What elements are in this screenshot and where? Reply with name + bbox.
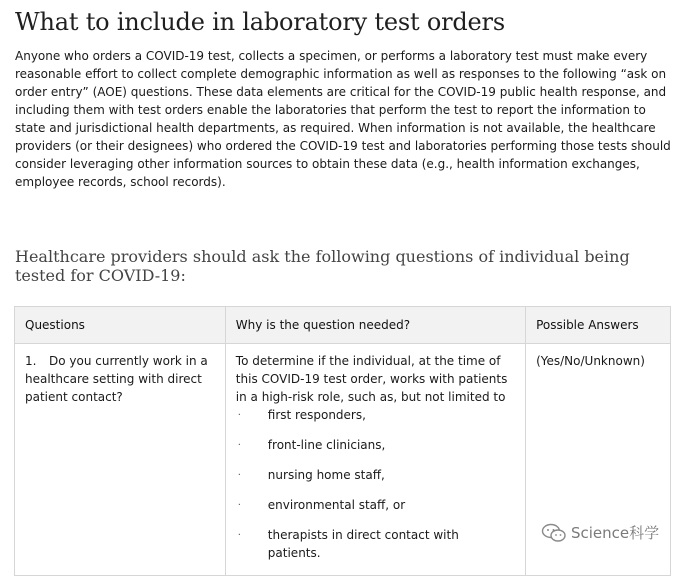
bullet-icon: · — [237, 500, 241, 511]
bullet-icon: · — [237, 440, 241, 451]
column-header-questions: Questions — [15, 307, 226, 344]
watermark — [541, 522, 659, 543]
question-number: 1. — [25, 354, 37, 368]
list-item: · therapists in direct contact with patients. — [237, 528, 459, 560]
column-header-possible-answers: Possible Answers — [526, 307, 671, 344]
watermark-text: Science科学 — [571, 524, 660, 542]
bullet-icon: · — [237, 470, 241, 481]
list-item: · front-line clinicians, — [236, 436, 515, 466]
column-header-why-needed: Why is the question needed? — [225, 307, 525, 344]
table-header-row — [15, 307, 671, 344]
page-title: What to include in laboratory test orders — [15, 8, 505, 36]
intro-paragraph: Anyone who orders a COVID-19 test, collects a specimen, or performs a laboratory test must make every reasonable effort to collect complete demographic information as well as responses to the following “ask on order entry” (AOE) questions. These data elements are critical for the COVID-19 public health response, and including them with test orders enable the laboratories that perform the test to report the information to state and jurisdictional health departments, as required. When information is not available, the healthcare providers (or their designees) who ordered the COVID-19 test and laboratories performing those tests should consider leveraging other information sources to obtain these data (e.g., health information exchanges, employee records, school records). — [15, 49, 671, 189]
question-cell — [15, 344, 226, 576]
bullet-icon: · — [237, 530, 241, 541]
list-item: · first responders, — [236, 406, 515, 436]
section-subtitle: Healthcare providers should ask the following questions of individual being tested for COVID-19: — [15, 247, 630, 285]
reason-cell — [225, 344, 525, 576]
reason-text: To determine if the individual, at the time of this COVID-19 test order, works with patients in a high-risk role, such as, but not limited to — [235, 354, 508, 404]
bullet-icon: · — [237, 410, 241, 421]
role-list — [236, 406, 515, 560]
answers-cell: (Yes/No/Unknown) — [526, 344, 671, 576]
list-item: · nursing home staff, — [236, 466, 515, 496]
list-item: · environmental staff, or — [236, 496, 515, 526]
wechat-icon — [541, 523, 567, 543]
question-text: Do you currently work in a healthcare setting with direct patient contact? — [25, 354, 208, 404]
